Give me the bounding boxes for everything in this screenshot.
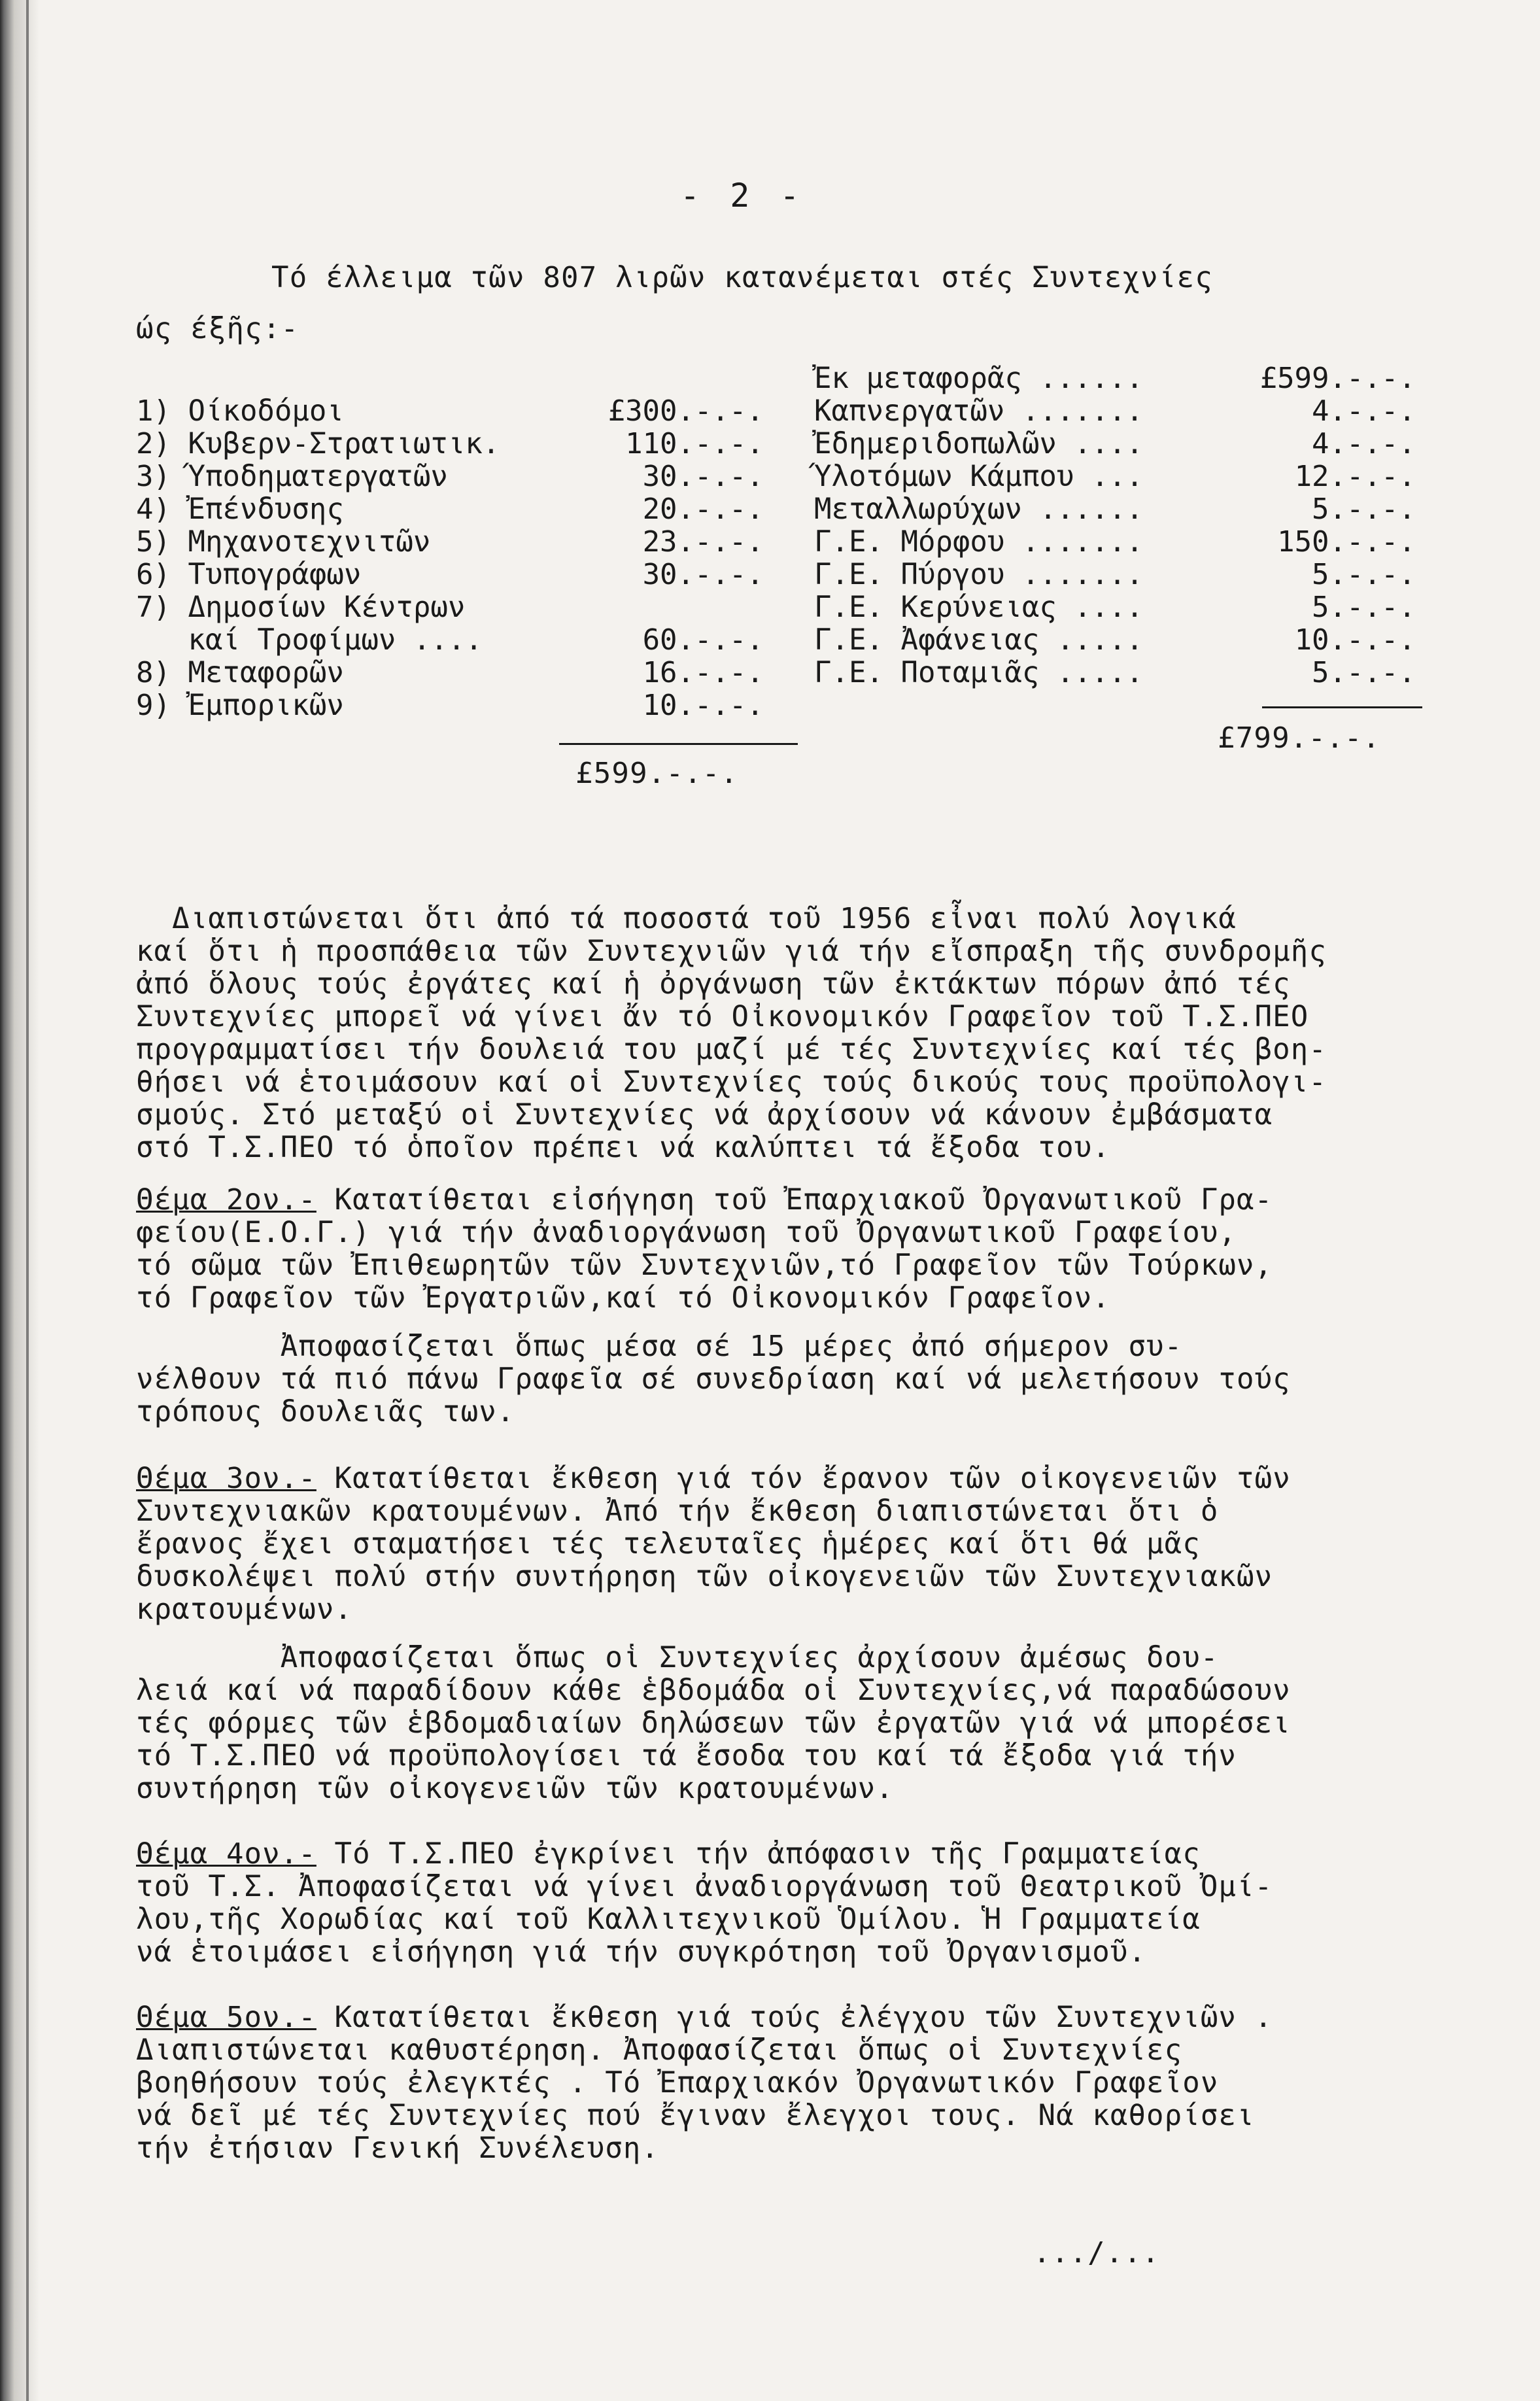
list-item bbox=[814, 493, 1416, 526]
list-item-label: Γ.Ε. Μόρφου ....... bbox=[814, 525, 1144, 559]
list-item-amount: 5.-.-. bbox=[1312, 492, 1416, 526]
list-item bbox=[814, 362, 1416, 395]
list-item-amount: 5.-.-. bbox=[1312, 558, 1416, 591]
left-allocation-list bbox=[136, 395, 764, 722]
findings-line: Διαπιστώνεται ὅτι ἀπό τά ποσοστά τοῦ 1956 εἶναι πολύ λογικά bbox=[136, 902, 1237, 935]
list-item-label: Ύλοτόμων Κάμπου ... bbox=[814, 460, 1144, 493]
list-item-amount: 60.-.-. bbox=[642, 623, 764, 657]
theme-4-heading: Θέμα 4ον.- bbox=[136, 1837, 317, 1871]
continuation-mark: .../... bbox=[1033, 2236, 1160, 2270]
list-item-amount: £300.-.-. bbox=[607, 394, 764, 428]
list-item-label: 2) Κυβερν-Στρατιωτικ. bbox=[136, 427, 500, 460]
theme-5-line: βοηθήσουν τούς ἐλεγκτές . Τό Ἐπαρχιακόν Ὀργανωτικόν Γραφεῖον bbox=[136, 2066, 1219, 2099]
list-item-label: 8) Μεταφορῶν bbox=[136, 656, 344, 689]
intro-line-1: Τό έλλειμα τῶν 807 λιρῶν κατανέμεται στές Συντεχνίες bbox=[271, 261, 1213, 294]
theme-2-line: τό σῶμα τῶν Ἐπιθεωρητῶν τῶν Συντεχνιῶν,τό Γραφεῖον τῶν Τούρκων, bbox=[136, 1249, 1273, 1282]
theme-5-heading: Θέμα 5ον.- bbox=[136, 2001, 317, 2034]
theme-4-line: νά ἑτοιμάσει εἰσήγηση γιά τήν συγκρότηση τοῦ Ὀργανισμοῦ. bbox=[136, 1935, 1147, 1969]
scan-edge-shadow bbox=[0, 0, 39, 2401]
binding-line bbox=[26, 0, 29, 2401]
list-item bbox=[814, 657, 1416, 689]
theme-5-first-line: Θέμα 5ον.- Κατατίθεται ἔκθεση γιά τούς ἐλέγχου τῶν Συντεχνιῶν . bbox=[136, 2001, 1273, 2034]
list-item bbox=[814, 624, 1416, 657]
list-item-amount: £599.-.-. bbox=[1259, 362, 1416, 395]
list-item-label: Γ.Ε. Κερύνειας .... bbox=[814, 591, 1144, 624]
theme-4-line: τοῦ Τ.Σ. Ἀποφασίζεται νά γίνει ἀναδιοργάνωση τοῦ Θεατρικοῦ Ὀμί- bbox=[136, 1870, 1273, 1903]
list-item-label: Γ.Ε. Ποταμιᾶς ..... bbox=[814, 656, 1144, 689]
left-total: £599.-.-. bbox=[575, 757, 739, 790]
theme-3-heading: Θέμα 3ον.- bbox=[136, 1462, 317, 1495]
list-item-amount: 12.-.-. bbox=[1294, 460, 1416, 493]
list-item bbox=[814, 395, 1416, 428]
findings-line: καί ὅτι ἡ προσπάθεια τῶν Συντεχνιῶν γιά τήν εἴσπραξη τῆς συνδρομῆς bbox=[136, 935, 1327, 968]
list-item-amount: 5.-.-. bbox=[1312, 591, 1416, 624]
list-item bbox=[136, 657, 764, 689]
theme-3-decision-line: λειά καί νά παραδίδουν κάθε ἑβδομάδα οἱ Συντεχνίες,νά παραδώσουν bbox=[136, 1674, 1291, 1707]
theme-3-line: κρατουμένων. bbox=[136, 1593, 353, 1626]
theme-4-first-line: Θέμα 4ον.- Τό Τ.Σ.ΠΕΟ ἐγκρίνει τήν ἀπόφασιν τῆς Γραμματείας bbox=[136, 1837, 1201, 1871]
theme-2-line: τό Γραφεῖον τῶν Ἐργατριῶν,καί τό Οἰκονομικόν Γραφεῖον. bbox=[136, 1281, 1110, 1315]
theme-5-line: Διαπιστώνεται καθυστέρηση. Ἀποφασίζεται ὅπως οἱ Συντεχνίες bbox=[136, 2033, 1183, 2067]
list-item-amount: 5.-.-. bbox=[1312, 656, 1416, 689]
theme-3-decision-line: τό Τ.Σ.ΠΕΟ νά προϋπολογίσει τά ἔσοδα του καί τά ἔξοδα γιά τήν bbox=[136, 1739, 1237, 1772]
theme-3-decision-line: συντήρηση τῶν οἰκογενειῶν τῶν κρατουμένων. bbox=[136, 1772, 894, 1805]
list-item-label: 7) Δημοσίων Κέντρων bbox=[136, 591, 466, 624]
list-item bbox=[814, 460, 1416, 493]
intro-line-2: ώς έξῆς:- bbox=[136, 312, 299, 345]
theme-3-line: Συντεχνιακῶν κρατουμένων. Ἀπό τήν ἔκθεση διαπιστώνεται ὅτι ὁ bbox=[136, 1494, 1219, 1528]
theme-3-line: δυσκολέψει πολύ στήν συντήρηση τῶν οἰκογενειῶν τῶν Συντεχνιακῶν bbox=[136, 1560, 1273, 1593]
findings-line: Συντεχνίες μπορεῖ νά γίνει ἄν τό Οἰκονομικόν Γραφεῖον τοῦ Τ.Σ.ΠΕΟ bbox=[136, 1000, 1309, 1033]
findings-line: σμούς. Στό μεταξύ οἱ Συντεχνίες νά ἀρχίσουν νά κάνουν ἐμβάσματα bbox=[136, 1098, 1273, 1131]
list-item-amount: 30.-.-. bbox=[642, 460, 764, 493]
theme-2-decision-line: Ἀποφασίζεται ὅπως μέσα σέ 15 μέρες ἀπό σήμερον συ- bbox=[136, 1330, 1183, 1363]
list-item-amount: 10.-.-. bbox=[1294, 623, 1416, 657]
list-item bbox=[136, 428, 764, 460]
theme-3-first-line: Θέμα 3ον.- Κατατίθεται ἔκθεση γιά τόν ἔρανον τῶν οἰκογενειῶν τῶν bbox=[136, 1462, 1291, 1495]
list-item bbox=[136, 559, 764, 591]
list-item-amount: 4.-.-. bbox=[1312, 427, 1416, 460]
theme-3-section bbox=[136, 1462, 1470, 1626]
list-item-label: 3) Ύποδηματεργατῶν bbox=[136, 460, 448, 493]
left-total-rule bbox=[559, 743, 798, 745]
theme-3-line: ἔρανος ἔχει σταματήσει τές τελευταῖες ἡμέρες καί ὅτι θά μᾶς bbox=[136, 1527, 1201, 1561]
theme-5-line: νά δεῖ μέ τές Συντεχνίες πού ἔγιναν ἔλεγχοι τους. Νά καθορίσει bbox=[136, 2099, 1255, 2132]
list-item bbox=[814, 428, 1416, 460]
list-item bbox=[814, 591, 1416, 624]
list-item-amount: 30.-.-. bbox=[642, 558, 764, 591]
list-item-label: 1) Οίκοδόμοι bbox=[136, 394, 344, 428]
list-item-label: Καπνεργατῶν ....... bbox=[814, 394, 1144, 428]
list-item-label: Γ.Ε. Πύργου ....... bbox=[814, 558, 1144, 591]
list-item bbox=[136, 395, 764, 428]
theme-2-section bbox=[136, 1184, 1470, 1315]
findings-line: προγραμματίσει τήν δουλειά του μαζί μέ τές Συντεχνίες καί τές βοη- bbox=[136, 1033, 1327, 1066]
list-item-amount: 150.-.-. bbox=[1277, 525, 1416, 559]
list-item-label: καί Τροφίμων .... bbox=[136, 623, 483, 657]
list-item-label: Μεταλλωρύχων ...... bbox=[814, 492, 1144, 526]
theme-4-section bbox=[136, 1838, 1470, 1969]
theme-4-line: λου,τῆς Χορωδίας καί τοῦ Καλλιτεχνικοῦ Ὁμίλου. Ἡ Γραμματεία bbox=[136, 1903, 1201, 1936]
right-total-rule bbox=[1262, 706, 1422, 708]
list-item-amount: 16.-.-. bbox=[642, 656, 764, 689]
theme-2-decision-line: νέλθουν τά πιό πάνω Γραφεῖα σέ συνεδρίαση καί νά μελετήσουν τούς bbox=[136, 1362, 1291, 1396]
list-item-label: Ἐκ μεταφορᾶς ...... bbox=[814, 362, 1144, 395]
list-item-amount: 20.-.-. bbox=[642, 492, 764, 526]
list-item bbox=[136, 460, 764, 493]
list-item bbox=[136, 526, 764, 559]
findings-line: στό Τ.Σ.ΠΕΟ τό ὁποῖον πρέπει νά καλύπτει τά ἔξοδα του. bbox=[136, 1131, 1110, 1164]
list-item-amount: 110.-.-. bbox=[625, 427, 764, 460]
list-item bbox=[136, 493, 764, 526]
findings-paragraph bbox=[136, 903, 1470, 1164]
theme-2-heading: Θέμα 2ον.- bbox=[136, 1183, 317, 1217]
page-number: - 2 - bbox=[680, 177, 805, 215]
list-item-label: 4) Ἐπένδυσης bbox=[136, 492, 344, 526]
theme-5-section bbox=[136, 2001, 1470, 2165]
theme-2-decision-line: τρόπους δουλειᾶς των. bbox=[136, 1395, 515, 1428]
list-item-label: 5) Μηχανοτεχνιτῶν bbox=[136, 525, 431, 559]
theme-3-decision-line: τές φόρμες τῶν ἑβδομαδιαίων δηλώσεων τῶν ἐργατῶν γιά νά μπορέσει bbox=[136, 1706, 1291, 1740]
right-allocation-list bbox=[814, 362, 1416, 689]
theme-3-decision-line: Ἀποφασίζεται ὅπως οἱ Συντεχνίες ἀρχίσουν ἀμέσως δου- bbox=[136, 1641, 1219, 1674]
list-item-label: 6) Τυπογράφων bbox=[136, 558, 362, 591]
list-item-label: Ἐδημεριδοπωλῶν .... bbox=[814, 427, 1144, 460]
list-item bbox=[136, 591, 764, 624]
list-item bbox=[814, 559, 1416, 591]
list-item-amount: 23.-.-. bbox=[642, 525, 764, 559]
findings-line: ἀπό ὅλους τούς ἐργάτες καί ἡ ὀργάνωση τῶν ἐκτάκτων πόρων ἀπό τές bbox=[136, 967, 1291, 1001]
theme-2-decision bbox=[136, 1330, 1470, 1428]
theme-5-line: τήν ἐτήσιαν Γενική Συνέλευση. bbox=[136, 2132, 660, 2165]
right-total: £799.-.-. bbox=[1218, 721, 1381, 755]
list-item-amount: 10.-.-. bbox=[642, 689, 764, 722]
list-item-label: 9) Ἐμπορικῶν bbox=[136, 689, 344, 722]
list-item-amount: 4.-.-. bbox=[1312, 394, 1416, 428]
theme-2-first-line: Θέμα 2ον.- Κατατίθεται εἰσήγηση τοῦ Ἐπαρχιακοῦ Ὀργανωτικοῦ Γρα- bbox=[136, 1183, 1273, 1217]
theme-2-line: φείου(Ε.Ο.Γ.) γιά τήν ἀναδιοργάνωση τοῦ Ὀργανωτικοῦ Γραφείου, bbox=[136, 1216, 1237, 1249]
theme-3-decision bbox=[136, 1642, 1470, 1805]
findings-line: θήσει νά ἑτοιμάσουν καί οἱ Συντεχνίες τούς δικούς τους προϋπολογι- bbox=[136, 1065, 1327, 1099]
list-item bbox=[136, 624, 764, 657]
list-item bbox=[136, 689, 764, 722]
list-item bbox=[814, 526, 1416, 559]
list-item-label: Γ.Ε. Ἀφάνειας ..... bbox=[814, 623, 1144, 657]
